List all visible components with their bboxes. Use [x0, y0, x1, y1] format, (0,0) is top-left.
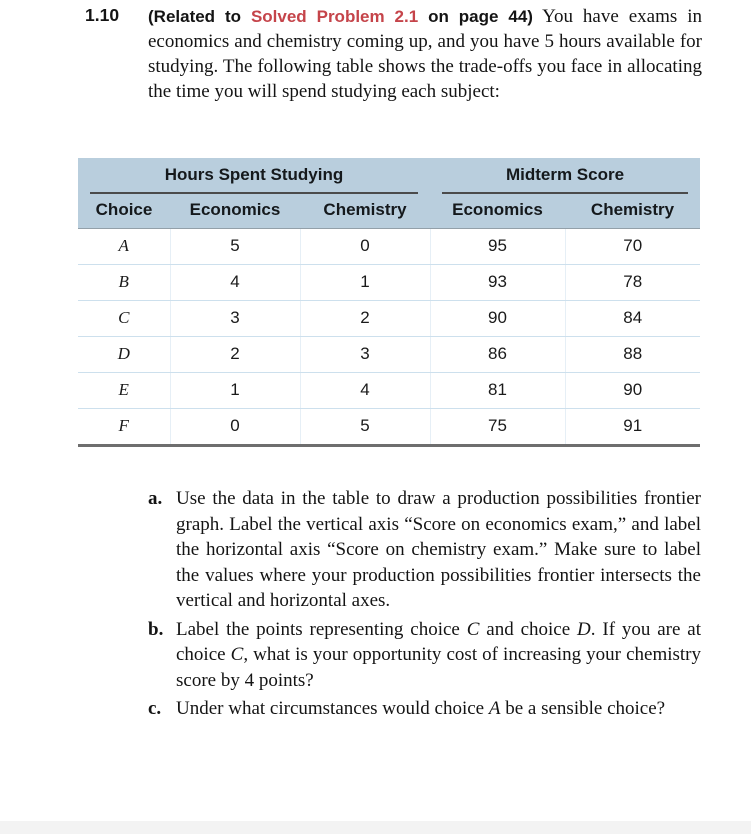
- question-b-segment: . If you are at choice: [176, 618, 702, 665]
- hours-chemistry-cell: 5: [300, 409, 430, 446]
- hours-chemistry-cell: 2: [300, 301, 430, 337]
- hours-economics-cell: 2: [170, 337, 300, 373]
- question-b-segment: Label the points representing choice: [176, 618, 467, 640]
- table-row: [78, 301, 700, 337]
- table-row: [78, 265, 700, 301]
- problem-intro: [85, 4, 702, 104]
- group-header-midterm: Midterm Score: [430, 158, 700, 194]
- score-chemistry-cell: 88: [565, 337, 700, 373]
- question-c: [148, 696, 701, 722]
- problem-text: [148, 4, 702, 104]
- col-header-choice: Choice: [78, 194, 170, 229]
- question-list: [148, 486, 701, 725]
- hours-economics-cell: 0: [170, 409, 300, 446]
- choice-c-ref: C: [230, 644, 244, 665]
- hours-chemistry-cell: 4: [300, 373, 430, 409]
- question-text: [176, 486, 701, 614]
- score-economics-cell: 81: [430, 373, 565, 409]
- choice-c-ref: C: [466, 618, 480, 640]
- choice-cell: F: [78, 409, 170, 446]
- study-tradeoff-table: [78, 158, 700, 447]
- score-chemistry-cell: 91: [565, 409, 700, 446]
- choice-a-ref: A: [488, 698, 501, 719]
- choice-cell: C: [78, 301, 170, 337]
- col-header-hours-chemistry: Chemistry: [300, 194, 430, 229]
- hours-economics-cell: 4: [170, 265, 300, 301]
- score-economics-cell: 93: [430, 265, 565, 301]
- table-column-header-row: [78, 194, 700, 229]
- score-economics-cell: 75: [430, 409, 565, 446]
- choice-cell: D: [78, 337, 170, 373]
- related-to-suffix: on page 44): [418, 7, 533, 26]
- hours-chemistry-cell: 3: [300, 337, 430, 373]
- question-c-segment: Under what circumstances would choice: [176, 698, 489, 719]
- choice-cell: A: [78, 229, 170, 265]
- page-bottom-edge: [0, 821, 751, 834]
- question-a: [148, 486, 701, 614]
- question-b: [148, 617, 701, 694]
- col-header-hours-economics: Economics: [170, 194, 300, 229]
- hours-chemistry-cell: 0: [300, 229, 430, 265]
- problem-number: 1.10: [85, 5, 120, 25]
- question-label: c.: [148, 698, 162, 719]
- question-c-segment: be a sensible choice?: [500, 698, 666, 719]
- question-text: [176, 696, 701, 722]
- question-b-segment: , what is your opportunity cost of increasing your chemistry score by 4 points?: [176, 644, 701, 691]
- group-header-hours: Hours Spent Studying: [78, 158, 430, 194]
- score-chemistry-cell: 84: [565, 301, 700, 337]
- table-row: [78, 409, 700, 446]
- score-chemistry-cell: 70: [565, 229, 700, 265]
- choice-cell: E: [78, 373, 170, 409]
- question-label: a.: [148, 488, 163, 509]
- score-chemistry-cell: 78: [565, 265, 700, 301]
- question-text: [176, 617, 701, 694]
- score-economics-cell: 86: [430, 337, 565, 373]
- table-row: [78, 373, 700, 409]
- intro-body-text: You have exams in economics and chemistry coming up, and you have 5 hours available for studying. The following table shows the trade-offs you face in allocating the time you will spend studying each subject:: [148, 6, 702, 102]
- table-row: [78, 337, 700, 373]
- score-chemistry-cell: 90: [565, 373, 700, 409]
- hours-economics-cell: 1: [170, 373, 300, 409]
- related-to-prefix: (Related to: [148, 7, 251, 26]
- choice-cell: B: [78, 265, 170, 301]
- question-label: b.: [148, 618, 164, 640]
- hours-economics-cell: 3: [170, 301, 300, 337]
- score-economics-cell: 90: [430, 301, 565, 337]
- score-economics-cell: 95: [430, 229, 565, 265]
- question-a-text: Use the data in the table to draw a production possibilities frontier graph. Label the vertical axis “Score on economics exam,” and label the horizontal axis “Score on chemistry exam.” Make sure to label the values where your production possibilities frontier intersects the vertical and horizontal axes.: [176, 488, 701, 611]
- hours-chemistry-cell: 1: [300, 265, 430, 301]
- table-row: [78, 229, 700, 265]
- col-header-score-economics: Economics: [430, 194, 565, 229]
- hours-economics-cell: 5: [170, 229, 300, 265]
- choice-d-ref: D: [577, 618, 591, 640]
- col-header-score-chemistry: Chemistry: [565, 194, 700, 229]
- solved-problem-link[interactable]: Solved Problem 2.1: [250, 7, 419, 26]
- question-b-segment: and choice: [479, 618, 578, 640]
- table-group-header-row: [78, 158, 700, 194]
